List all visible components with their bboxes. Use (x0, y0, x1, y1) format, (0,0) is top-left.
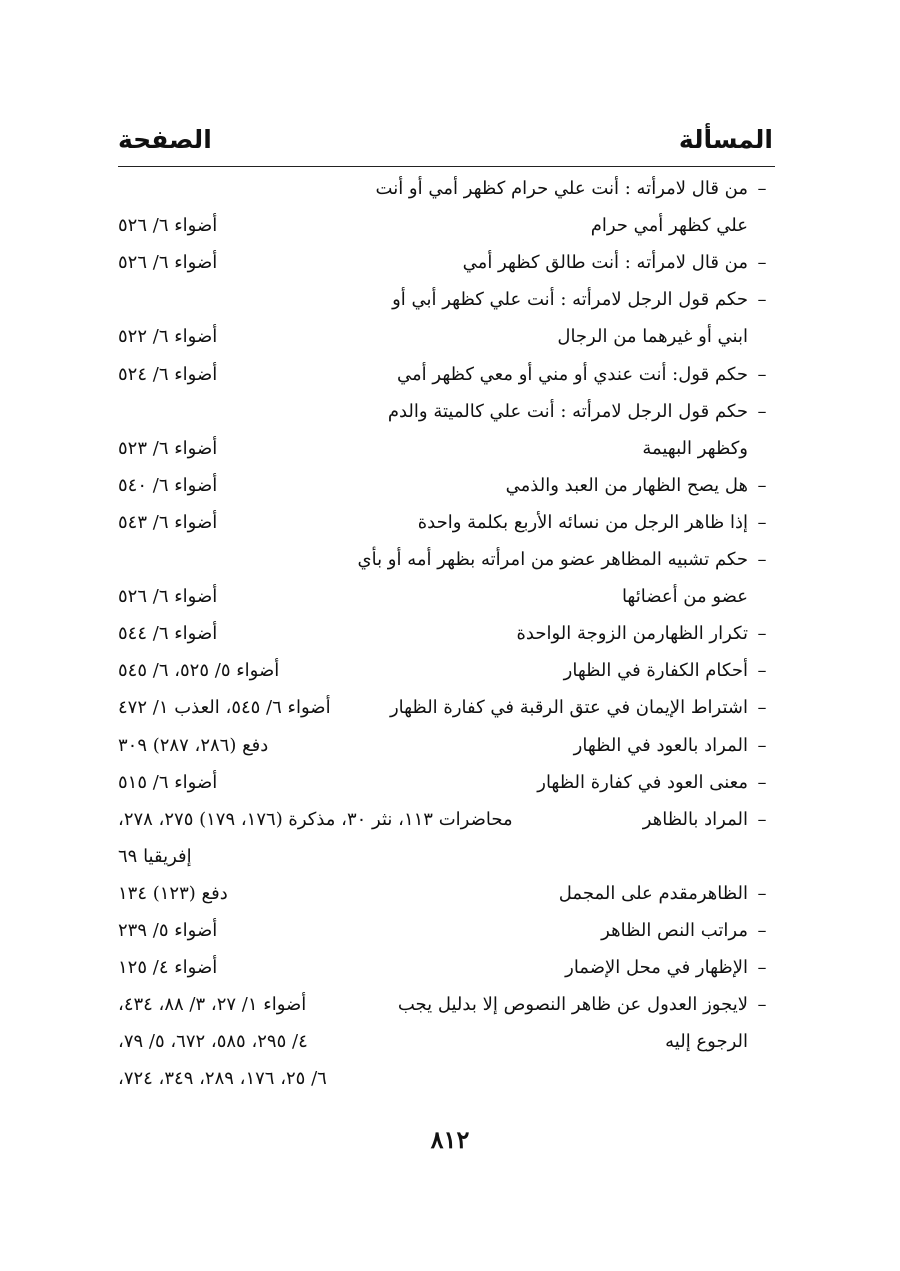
entry-page-reference: أضواء ٦/ ٥٢٦ (118, 586, 218, 608)
entry-issue-text: هل يصح الظهار من العبد والذمي (505, 474, 748, 496)
entry-issue-text: من قال لامرأته : أنت طالق كظهر أمي (462, 252, 748, 274)
entry-page-reference: أضواء ٦/ ٥٤٣ (118, 511, 218, 533)
entry-dash: – (757, 363, 767, 385)
entry-issue-text: مراتب النص الظاهر (601, 920, 748, 941)
entry-issue-text: اشتراط الإيمان في عتق الرقبة في كفارة الظهار (389, 697, 748, 719)
entry-dash: – (757, 957, 767, 979)
entry-issue-text: لايجوز العدول عن ظاهر النصوص إلا بدليل يجب (397, 994, 748, 1016)
entry-page-reference: أضواء ٦/ ٥٤٠ (118, 474, 218, 496)
entry-page-reference: أضواء ٥/ ٥٢٥، ٦/ ٥٤٥ (118, 660, 280, 682)
entry-dash: – (757, 178, 767, 199)
entry-page-reference: أضواء ٥/ ٢٣٩ (118, 920, 218, 941)
entry-dash: – (757, 697, 767, 719)
page-number: ٨١٢ (430, 1125, 470, 1154)
entry-dash: – (757, 511, 767, 533)
entry-page-reference: محاضرات ١١٣، نثر ٣٠، مذكرة (١٧٦، ١٧٩) ٢٧٥، ٢٧٨، (118, 808, 513, 830)
entry-issue-text: علي كظهر أمي حرام (590, 215, 748, 237)
entry-issue-text: تكرار الظهارمن الزوجة الواحدة (516, 623, 748, 645)
entry-dash: – (757, 400, 767, 422)
entry-dash: – (757, 771, 767, 793)
entry-page-reference: أضواء ٦/ ٥٢٣ (118, 437, 218, 459)
entry-issue-text: حكم قول الرجل لامرأته : أنت علي كالميتة والدم (387, 400, 748, 422)
entry-issue-text: أحكام الكفارة في الظهار (563, 660, 748, 682)
entry-page-reference: أضواء ٦/ ٥٢٢ (118, 326, 218, 348)
entry-page-reference: ٤/ ٢٩٥، ٥٨٥، ٦٧٢، ٥/ ٧٩، (118, 1031, 308, 1053)
entry-page-reference: أضواء ٦/ ٥٢٤ (118, 363, 218, 385)
entry-dash: – (757, 920, 767, 941)
entry-page-reference: أضواء ٦/ ٥٤٤ (118, 623, 218, 645)
entry-issue-text: حكم قول الرجل لامرأته : أنت علي كظهر أبي أو (392, 289, 748, 311)
entry-page-reference: أضواء ٦/ ٥١٥ (118, 771, 218, 793)
entry-dash: – (757, 623, 767, 645)
entry-dash: – (757, 474, 767, 496)
column-header-page: الصفحة (118, 125, 212, 154)
entry-dash: – (757, 289, 767, 311)
entry-page-reference: أضواء ٤/ ١٢٥ (118, 957, 218, 979)
entry-page-reference: أضواء ٦/ ٥٤٥، العذب ١/ ٤٧٢ (118, 697, 331, 719)
entry-dash: – (757, 734, 767, 756)
entry-issue-text: عضو من أعضائها (621, 586, 748, 608)
entry-page-reference: ٦/ ٢٥، ١٧٦، ٢٨٩، ٣٤٩، ٧٢٤، (118, 1068, 327, 1090)
entry-dash: – (757, 549, 767, 570)
header-rule (118, 166, 775, 167)
entry-issue-text: الظاهرمقدم على المجمل (558, 882, 748, 904)
entry-dash: – (757, 882, 767, 904)
entry-issue-text: حكم تشبيه المظاهر عضو من امرأته بظهر أمه أو بأي (357, 549, 748, 570)
entry-dash: – (757, 808, 767, 830)
entry-page-reference: أضواء ٦/ ٥٢٦ (118, 252, 218, 274)
entry-issue-text: الإظهار في محل الإضمار (565, 957, 748, 979)
entry-dash: – (757, 994, 767, 1016)
entry-page-reference: أضواء ٦/ ٥٢٦ (118, 215, 218, 237)
entry-page-reference: أضواء ١/ ٢٧، ٣/ ٨٨، ٤٣٤، (118, 994, 307, 1016)
entry-page-reference: دفع (٢٨٦، ٢٨٧) ٣٠٩ (118, 734, 269, 756)
entry-dash: – (757, 252, 767, 274)
entry-dash: – (757, 660, 767, 682)
entry-page-reference: إفريقيا ٦٩ (118, 845, 192, 867)
entry-issue-text: المراد بالظاهر (642, 808, 748, 830)
column-header-issue: المسألة (678, 125, 773, 154)
entry-issue-text: معنى العود في كفارة الظهار (537, 771, 748, 793)
entry-issue-text: وكظهر البهيمة (642, 437, 748, 459)
entry-issue-text: المراد بالعود في الظهار (573, 734, 748, 756)
entry-issue-text: إذا ظاهر الرجل من نسائه الأربع بكلمة واحدة (417, 511, 748, 533)
entry-issue-text: من قال لامرأته : أنت علي حرام كظهر أمي أو أنت (375, 178, 748, 199)
entry-issue-text: حكم قول: أنت عندي أو مني أو معي كظهر أمي (397, 363, 748, 385)
entry-issue-text: الرجوع إليه (665, 1031, 748, 1053)
entry-issue-text: ابني أو غيرهما من الرجال (557, 326, 748, 348)
entry-page-reference: دفع (١٢٣) ١٣٤ (118, 882, 228, 904)
